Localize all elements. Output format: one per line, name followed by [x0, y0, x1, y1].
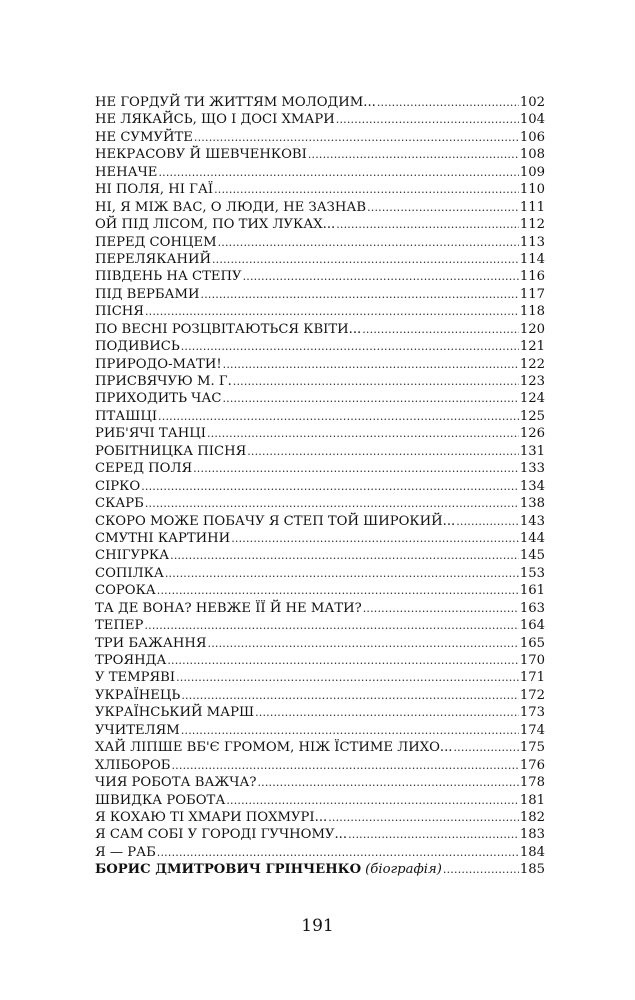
entry-page: 104 — [519, 112, 545, 128]
entry-title: ПО ВЕСНІ РОЗЦВІТАЮТЬСЯ КВІТИ... — [95, 321, 362, 337]
entry-page: 114 — [519, 251, 545, 267]
entry-page: 116 — [519, 269, 545, 285]
entry-title: ПРИХОДИТЬ ЧАС — [95, 391, 222, 407]
leader-dots — [247, 443, 519, 460]
leader-dots — [193, 460, 519, 477]
leader-dots — [367, 199, 519, 216]
toc-entry — [95, 181, 545, 198]
leader-dots — [328, 809, 519, 826]
entry-page: 172 — [519, 687, 545, 703]
entry-title: ПРИСВЯЧУЮ М. Г. — [95, 374, 232, 389]
toc-entry — [95, 478, 545, 495]
toc-entry — [95, 739, 545, 756]
leader-dots — [158, 164, 518, 181]
leader-dots — [222, 390, 518, 407]
leader-dots — [194, 129, 519, 146]
entry-title: Я КОХАЮ ТІ ХМАРИ ПОХМУРІ... — [95, 809, 328, 825]
entry-title: ТРОЯНДА — [95, 653, 167, 668]
toc-entry — [95, 338, 545, 355]
entry-title: СЕРЕД ПОЛЯ — [95, 461, 193, 477]
entry-title: УЧИТЕЛЯМ — [95, 722, 180, 738]
entry-title: СКОРО МОЖЕ ПОБАЧУ Я СТЕП ТОЙ ШИРОКИЙ... — [95, 513, 456, 529]
entry-page: 171 — [519, 670, 545, 686]
entry-page: 111 — [519, 199, 545, 215]
leader-dots — [243, 268, 519, 285]
toc-entry — [95, 617, 545, 634]
entry-page: 144 — [519, 530, 545, 546]
entry-title: ПІД ВЕРБАМИ — [95, 286, 200, 302]
entry-title: РИБ'ЯЧІ ТАНЦІ — [95, 426, 206, 442]
entry-page: 102 — [519, 95, 545, 110]
entry-page: 106 — [519, 129, 545, 145]
entry-title: ХАЙ ЛІПШЕ ВБ'Є ГРОМОМ, НІЖ ЇСТИМЕ ЛИХО... — [95, 740, 453, 756]
entry-title: Я — РАБ — [95, 844, 156, 860]
entry-page: 133 — [519, 461, 545, 477]
toc-entry — [95, 234, 545, 251]
leader-dots — [167, 652, 518, 669]
entry-page: 122 — [519, 356, 545, 372]
entry-title: НЕ ГОРДУЙ ТИ ЖИТТЯМ МОЛОДИМ... — [95, 95, 376, 110]
leader-dots — [453, 739, 518, 756]
entry-note: (біографія) — [365, 862, 442, 877]
entry-page: 176 — [519, 757, 545, 773]
entry-page: 182 — [519, 809, 545, 825]
leader-dots — [218, 234, 519, 251]
entry-title: РОБІТНИЦКА ПІСНЯ — [95, 443, 247, 459]
toc-entry — [95, 582, 545, 599]
toc-entry — [95, 495, 545, 512]
leader-dots — [145, 303, 519, 320]
toc-entry — [95, 94, 545, 111]
leader-dots — [363, 600, 519, 617]
toc-entry — [95, 199, 545, 216]
toc-entry — [95, 408, 545, 425]
toc-entry — [95, 722, 545, 739]
table-of-contents — [95, 94, 545, 861]
leader-dots — [443, 861, 519, 878]
entry-title: НЕ СУМУЙТЕ — [95, 129, 193, 145]
leader-dots — [214, 181, 519, 198]
entry-title: ШВИДКА РОБОТА — [95, 792, 226, 808]
entry-title: НІ, Я МІЖ ВАС, О ЛЮДИ, НЕ ЗАЗНАВ — [95, 199, 367, 215]
leader-dots — [181, 722, 519, 739]
entry-title: СМУТНІ КАРТИНИ — [95, 530, 231, 546]
toc-entry — [95, 164, 545, 181]
toc-entry — [95, 565, 545, 582]
toc-entry — [95, 129, 545, 146]
entry-title: СНІГУРКА — [95, 548, 170, 564]
toc-entry — [95, 390, 545, 407]
leader-dots — [226, 792, 519, 809]
toc-entry — [95, 460, 545, 477]
leader-dots — [157, 582, 519, 599]
toc-entry — [95, 268, 545, 285]
toc-entry — [95, 530, 545, 547]
entry-page: 121 — [519, 339, 545, 355]
entry-page: 126 — [519, 426, 545, 442]
entry-title: ТЕПЕР — [95, 618, 144, 634]
entry-page: 165 — [519, 635, 545, 651]
leader-dots — [233, 373, 519, 390]
leader-dots — [255, 704, 519, 721]
entry-page: 170 — [519, 653, 545, 668]
toc-entry — [95, 687, 545, 704]
leader-dots — [157, 844, 519, 861]
entry-page: 124 — [519, 391, 545, 407]
entry-title: НЕ ЛЯКАЙСЬ, ЩО І ДОСІ ХМАРИ — [95, 112, 335, 128]
entry-page: 120 — [519, 321, 545, 337]
leader-dots — [231, 530, 519, 547]
entry-title: ТА ДЕ ВОНА? НЕВЖЕ ЇЇ Й НЕ МАТИ? — [95, 600, 362, 616]
entry-page: 178 — [519, 775, 545, 791]
leader-dots — [377, 94, 519, 111]
entry-page: 112 — [519, 217, 545, 233]
toc-entry — [95, 635, 545, 652]
entry-title: СІРКО — [95, 478, 141, 494]
entry-title: НЕКРАСОВУ Й ШЕВЧЕНКОВІ — [95, 147, 307, 163]
leader-dots — [141, 478, 519, 495]
entry-title: БОРИС ДМИТРОВИЧ ГРІНЧЕНКО — [95, 862, 362, 877]
toc-entry — [95, 774, 545, 791]
toc-entry — [95, 286, 545, 303]
entry-title: УКРАЇНСЬКИЙ МАРШ — [95, 705, 255, 721]
leader-dots — [336, 111, 519, 128]
entry-page: 113 — [519, 234, 545, 250]
leader-dots — [257, 774, 518, 791]
entry-page: 131 — [519, 443, 545, 459]
toc-entry — [95, 809, 545, 826]
entry-title: У ТЕМРЯВІ — [95, 670, 176, 686]
page-number: 191 — [301, 916, 334, 936]
toc-entry — [95, 600, 545, 617]
entry-page: 110 — [519, 182, 545, 198]
entry-title: ПІВДЕНЬ НА СТЕПУ — [95, 269, 242, 285]
leader-dots — [336, 216, 519, 233]
entry-page: 161 — [519, 583, 545, 599]
leader-dots — [207, 425, 519, 442]
toc-entry — [95, 443, 545, 460]
leader-dots — [348, 826, 519, 843]
entry-page: 184 — [519, 844, 545, 860]
entry-page: 123 — [519, 374, 545, 389]
entry-page: 173 — [519, 705, 545, 721]
biography-entry — [95, 861, 545, 878]
leader-dots — [208, 635, 519, 652]
leader-dots — [165, 565, 519, 582]
entry-page: 174 — [519, 722, 545, 738]
toc-entry — [95, 251, 545, 268]
toc-entry — [95, 513, 545, 530]
entry-title: ТРИ БАЖАННЯ — [95, 635, 207, 651]
toc-entry — [95, 425, 545, 442]
leader-dots — [176, 669, 519, 686]
entry-page: 163 — [519, 600, 545, 616]
entry-title: ПОДИВИСЬ — [95, 339, 180, 355]
toc-entry — [95, 704, 545, 721]
toc-entry — [95, 547, 545, 564]
toc-entry — [95, 652, 545, 669]
toc-entry — [95, 669, 545, 686]
entry-page: 125 — [519, 408, 545, 424]
entry-title: ПІСНЯ — [95, 304, 144, 320]
entry-page: 183 — [519, 827, 545, 843]
leader-dots — [308, 146, 519, 163]
entry-page: 143 — [519, 513, 545, 529]
leader-dots — [181, 338, 519, 355]
toc-entry — [95, 216, 545, 233]
leader-dots — [223, 356, 519, 373]
entry-title: НІ ПОЛЯ, НІ ГАЇ — [95, 182, 214, 198]
entry-title: ПТАШЦІ — [95, 408, 158, 424]
entry-page: 185 — [519, 862, 545, 877]
entry-title: ПРИРОДО-МАТИ! — [95, 356, 222, 372]
entry-title: ОЙ ПІД ЛІСОМ, ПО ТИХ ЛУКАХ... — [95, 217, 336, 233]
entry-title: ЧИЯ РОБОТА ВАЖЧА? — [95, 775, 257, 791]
entry-page: 153 — [519, 565, 545, 581]
toc-entry — [95, 356, 545, 373]
leader-dots — [212, 251, 519, 268]
entry-page: 175 — [519, 740, 545, 756]
toc-entry — [95, 303, 545, 320]
leader-dots — [145, 495, 519, 512]
toc-entry — [95, 792, 545, 809]
entry-title: ПЕРЕД СОНЦЕМ — [95, 234, 217, 250]
entry-page: 164 — [519, 618, 545, 634]
entry-page: 145 — [519, 548, 545, 564]
leader-dots — [201, 286, 519, 303]
toc-entry — [95, 373, 545, 390]
entry-page: 181 — [519, 792, 545, 808]
entry-title: ПЕРЕЛЯКАНИЙ — [95, 251, 211, 267]
leader-dots — [170, 547, 519, 564]
entry-title: СОПІЛКА — [95, 565, 164, 581]
toc-entry — [95, 146, 545, 163]
leader-dots — [362, 321, 519, 338]
leader-dots — [456, 513, 519, 530]
entry-title: УКРАЇНЕЦЬ — [95, 687, 181, 703]
entry-title: СОРОКА — [95, 583, 156, 599]
entry-title: ХЛІБОРОБ — [95, 757, 171, 773]
toc-entry — [95, 321, 545, 338]
leader-dots — [144, 617, 518, 634]
toc-entry — [95, 844, 545, 861]
entry-page: 117 — [519, 286, 545, 302]
entry-page: 108 — [519, 147, 545, 163]
entry-page: 118 — [519, 304, 545, 320]
entry-title: СКАРБ — [95, 496, 144, 512]
leader-dots — [181, 687, 519, 704]
leader-dots — [171, 757, 518, 774]
entry-page: 138 — [519, 496, 545, 512]
entry-title: Я САМ СОБІ У ГОРОДІ ГУЧНОМУ... — [95, 827, 348, 843]
entry-title: НЕНАЧЕ — [95, 164, 158, 180]
toc-entry — [95, 111, 545, 128]
toc-entry — [95, 757, 545, 774]
leader-dots — [158, 408, 519, 425]
entry-page: 134 — [519, 478, 545, 494]
entry-page: 109 — [519, 164, 545, 180]
toc-entry — [95, 826, 545, 843]
